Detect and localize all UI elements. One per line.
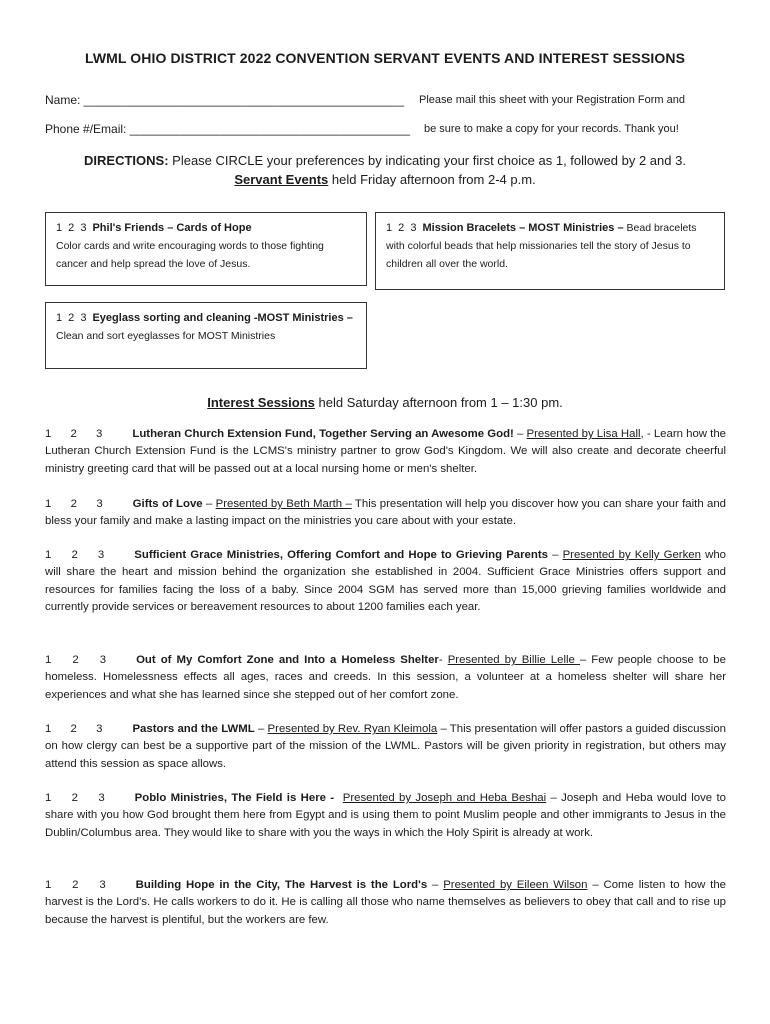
servant-event-box: [45, 212, 367, 286]
event-title: Phil's Friends – Cards of Hope: [92, 222, 252, 234]
servant-event-box: [45, 302, 367, 369]
session-item: [45, 547, 726, 617]
choice-numbers[interactable]: 1 2 3: [45, 428, 103, 440]
interest-sessions-heading: [0, 395, 770, 410]
servant-events-label: Servant Events: [234, 172, 329, 187]
page-title: LWML OHIO DISTRICT 2022 CONVENTION SERVANT EVENTS AND INTEREST SESSIONS: [84, 50, 686, 66]
name-field-line[interactable]: Name: ________________________________________________: [45, 93, 405, 107]
event-title: Mission Bracelets – MOST Ministries –: [422, 222, 624, 234]
session-presenter: Presented by Eileen Wilson: [443, 879, 588, 891]
separator: ,: [223, 792, 232, 804]
choice-numbers[interactable]: 1 2 3: [45, 549, 105, 561]
session-presenter: Presented by Lisa Hall: [526, 428, 641, 440]
session-title: Building Hope in the City, The Harvest is the Lord's: [135, 879, 428, 891]
separator: –: [427, 879, 444, 891]
choice-numbers[interactable]: 1 2 3: [45, 792, 105, 804]
session-presenter: Presented by Joseph and Heba Beshai: [342, 792, 547, 804]
choice-numbers[interactable]: 1 2 3: [56, 312, 87, 324]
session-title: Lutheran Church Extension Fund, Together Serving an Awesome God!: [132, 428, 514, 440]
session-description: who will share the heart and mission behind the organization she established in 2004. Sufficient Grace Ministries offers support and resources for families facing the loss of a baby. Since 2004 SGM has served more than 15,000 grieving families worldwide and currently provide services or bereavement resources to about 1200 families each year.: [45, 549, 726, 614]
separator: –: [202, 498, 216, 510]
session-presenter: Presented by Beth Marth –: [215, 498, 352, 510]
session-description: , - Learn how the Lutheran Church Extension Fund is the LCMS's ministry partner to grow God's Kingdom. We will also create and decorate cheerful ministry greeting card that will be passed out at a local nursing home or men's shelter.: [45, 428, 727, 475]
session-presenter: Presented by Kelly Gerken: [562, 549, 701, 561]
choice-numbers[interactable]: 1 2 3: [45, 654, 107, 666]
session-title: Sufficient Grace Ministries, Offering Comfort and Hope to Grieving Parents: [134, 549, 548, 561]
directions-label: DIRECTIONS:: [84, 153, 169, 168]
separator: –: [254, 723, 268, 735]
servant-event-box: [375, 212, 725, 290]
session-description: This presentation will help you discover how you can share your faith and bless your family and make a lasting impact on the ministries you care about with your estate.: [45, 498, 727, 528]
session-title: Poblo Ministries: [134, 792, 224, 804]
event-title: Eyeglass sorting and cleaning -MOST Ministries –: [92, 312, 353, 324]
session-description: – Joseph and Heba would love to share with you how God brought them here from Egypt and is using them to point Muslim people and other immigrants to Jesus in the Dublin/Columbus area. They would like to share with you the ways in which the Holy Spirit is already at work.: [45, 792, 726, 839]
interest-sessions-label: Interest Sessions: [207, 395, 315, 410]
mail-instruction: Please mail this sheet with your Registration Form and: [419, 94, 685, 106]
servant-events-heading: [0, 172, 770, 187]
choice-numbers[interactable]: 1 2 3: [45, 498, 103, 510]
directions-text: [0, 153, 770, 168]
directions-body: Please CIRCLE your preferences by indicating your first choice as 1, followed by 2 and 3.: [168, 153, 686, 168]
separator: –: [547, 549, 563, 561]
copy-instruction: be sure to make a copy for your records. Thank you!: [424, 123, 679, 135]
session-description: – Few people choose to be homeless. Homelessness effects all ages, races and creeds. In this session, a volunteer at a homeless shelter will share her experiences and what she has learned since she stepped out of her comfort zone.: [45, 654, 726, 701]
session-item: [45, 652, 726, 704]
session-presenter: Presented by Rev. Ryan Kleimola: [267, 723, 438, 735]
session-title: Out of My Comfort Zone and Into a Homeless Shelter: [136, 654, 439, 666]
event-description: Color cards and write encouraging words to those fighting cancer and help spread the love of Jesus.: [56, 240, 324, 270]
choice-numbers[interactable]: 1 2 3: [386, 222, 417, 234]
event-description: Clean and sort eyeglasses for MOST Ministries: [56, 330, 276, 342]
interest-sessions-time: held Saturday afternoon from 1 – 1:30 pm.: [314, 395, 563, 410]
choice-numbers[interactable]: 1 2 3: [45, 879, 106, 891]
session-item: [45, 877, 726, 929]
servant-events-time: held Friday afternoon from 2-4 p.m.: [328, 172, 536, 187]
choice-numbers[interactable]: 1 2 3: [56, 222, 87, 234]
session-item: [45, 426, 726, 478]
session-description: – Come listen to how the harvest is the Lord's. He calls workers to do it. He is calling all those who name themselves as believers to obey that call and to rise up because the harvest is plentiful, but the workers are few.: [45, 879, 726, 926]
session-title: Gifts of Love: [132, 498, 203, 510]
session-subtitle: The Field is Here -: [231, 792, 335, 804]
session-title: Pastors and the LWML: [132, 723, 255, 735]
session-description: – This presentation will offer pastors a guided discussion on how clergy can best be a supportive part of the mission of the LWML. Pastors will be given priority in registration, but others may attend this session as space allows.: [45, 723, 727, 770]
session-item: [45, 790, 726, 842]
phone-email-field-line[interactable]: Phone #/Email: __________________________________________: [45, 122, 411, 136]
session-item: [45, 496, 726, 531]
choice-numbers[interactable]: 1 2 3: [45, 723, 103, 735]
separator: -: [438, 654, 448, 666]
session-presenter: Presented by Billie Lelle: [447, 654, 580, 666]
separator: –: [513, 428, 527, 440]
event-description: Bead bracelets with colorful beads that help missionaries tell the story of Jesus to children all over the world.: [386, 222, 697, 270]
session-item: [45, 721, 726, 773]
